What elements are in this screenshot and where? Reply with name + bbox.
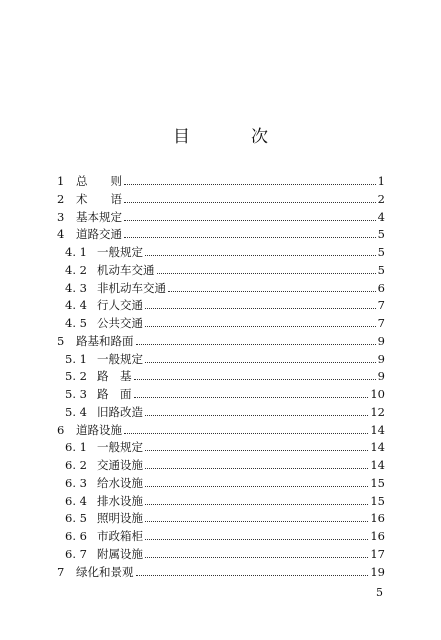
toc-entry-page: 4 xyxy=(377,209,385,224)
toc-entry-label: 路基和路面 xyxy=(76,333,134,348)
toc-entry xyxy=(65,259,385,277)
toc-entry-label: 绿化和景观 xyxy=(76,564,134,579)
toc-entry xyxy=(65,472,385,490)
toc-entry-label: 一般规定 xyxy=(97,440,143,455)
toc-entry-number: 3 xyxy=(57,209,65,224)
toc-entry-page: 2 xyxy=(377,191,385,206)
toc-entry-page: 14 xyxy=(370,422,385,437)
toc-entry-number: 6. 1 xyxy=(65,440,87,455)
toc-entry-page: 14 xyxy=(370,440,385,455)
toc-entry xyxy=(65,507,385,525)
toc-entry xyxy=(57,206,385,224)
toc-entry xyxy=(65,454,385,472)
toc-entry xyxy=(65,543,385,561)
toc-entry-label: 基本规定 xyxy=(76,209,122,224)
toc-entry-label: 路 面 xyxy=(97,387,132,401)
toc-entry-number: 4. 5 xyxy=(65,316,87,330)
toc-dot-leader xyxy=(145,503,368,505)
toc-entry-page: 6 xyxy=(377,280,385,295)
toc-dot-leader xyxy=(145,467,368,469)
toc-dot-leader xyxy=(124,183,376,185)
toc-entry-label: 照明设施 xyxy=(97,511,143,526)
toc-dot-leader xyxy=(145,414,368,416)
toc-entry-page: 9 xyxy=(377,369,385,384)
toc-entry-number: 4. 1 xyxy=(65,245,87,259)
toc-entry-page: 17 xyxy=(370,546,385,561)
toc-entry-page: 7 xyxy=(377,298,385,313)
toc-entry-page: 16 xyxy=(370,511,385,526)
toc-dot-leader xyxy=(168,290,376,292)
toc-entry-page: 16 xyxy=(370,529,385,543)
toc-entry-label: 市政箱柜 xyxy=(97,529,143,543)
toc-dot-leader xyxy=(124,432,368,434)
toc-dot-leader xyxy=(145,538,368,540)
toc-entry-number: 2 xyxy=(57,191,65,206)
toc-dot-leader xyxy=(145,307,376,309)
toc-entry-page: 9 xyxy=(377,351,385,366)
toc-entry-label: 行人交通 xyxy=(97,298,143,313)
toc-entry-number: 5. 2 xyxy=(65,369,87,384)
toc-entry xyxy=(65,294,385,312)
toc-entry-number: 6. 6 xyxy=(65,529,87,543)
toc-entry xyxy=(65,436,385,454)
toc-entry xyxy=(65,383,385,401)
toc-entry xyxy=(57,561,385,579)
toc-dot-leader xyxy=(134,396,369,398)
toc-entry-number: 5. 4 xyxy=(65,404,87,419)
toc-dot-leader xyxy=(124,201,376,203)
toc-entry xyxy=(65,277,385,295)
toc-dot-leader xyxy=(136,343,376,345)
toc-entry xyxy=(57,419,385,437)
toc-entry-number: 4. 2 xyxy=(65,262,87,277)
toc-entry-label: 术 语 xyxy=(76,191,122,206)
toc-entry-label: 路 基 xyxy=(97,369,132,384)
toc-entry-label: 附属设施 xyxy=(97,546,143,561)
toc-dot-leader xyxy=(124,236,376,238)
toc-entry-page: 10 xyxy=(370,387,385,401)
toc-entry-page: 15 xyxy=(370,493,385,508)
toc-entry-label: 一般规定 xyxy=(97,351,143,366)
toc-entry-number: 6. 4 xyxy=(65,493,87,508)
toc-entry xyxy=(65,348,385,366)
toc-entry-number: 6. 5 xyxy=(65,511,87,526)
toc-entry-number: 7 xyxy=(57,564,65,579)
toc-dot-leader xyxy=(145,449,368,451)
toc-dot-leader xyxy=(145,520,368,522)
toc-entry xyxy=(57,330,385,348)
toc-entry xyxy=(57,170,385,188)
toc-entry-label: 给水设施 xyxy=(97,475,143,490)
toc-entry-number: 4. 4 xyxy=(65,298,87,313)
toc-entry-label: 一般规定 xyxy=(97,245,143,259)
toc-entry-number: 4. 3 xyxy=(65,280,87,295)
toc-entry-number: 6. 3 xyxy=(65,475,87,490)
toc-entry-number: 1 xyxy=(57,174,65,188)
toc-entry-number: 4 xyxy=(57,227,65,242)
toc-entry-number: 5 xyxy=(57,333,65,348)
toc-entry-label: 道路设施 xyxy=(76,422,122,437)
toc-dot-leader xyxy=(124,219,376,221)
toc-entry-page: 5 xyxy=(377,227,385,242)
toc-entry-label: 交通设施 xyxy=(97,458,143,472)
toc-dot-leader xyxy=(134,378,376,380)
toc-entry-page: 12 xyxy=(370,404,385,419)
toc-entry-page: 1 xyxy=(377,174,385,188)
toc-dot-leader xyxy=(145,485,368,487)
toc-entry xyxy=(57,188,385,206)
toc-entry-page: 7 xyxy=(377,316,385,330)
toc-entry-page: 19 xyxy=(370,564,385,579)
toc-entry-label: 总 则 xyxy=(76,174,122,188)
toc-entry-number: 6. 2 xyxy=(65,458,87,472)
toc-entry-label: 公共交通 xyxy=(97,316,143,330)
toc-dot-leader xyxy=(157,272,376,274)
toc-entry-label: 旧路改造 xyxy=(97,404,143,419)
toc-entry xyxy=(57,223,385,241)
toc-entry-page: 5 xyxy=(377,262,385,277)
toc-entry xyxy=(65,401,385,419)
toc-entry-number: 6 xyxy=(57,422,65,437)
toc-entry-label: 机动车交通 xyxy=(97,262,155,277)
toc-entry-page: 14 xyxy=(370,458,385,472)
toc-entry xyxy=(65,365,385,383)
toc-entry-number: 6. 7 xyxy=(65,546,87,561)
toc-entry-label: 道路交通 xyxy=(76,227,122,242)
toc-entry-number: 5. 3 xyxy=(65,387,87,401)
page-number: 5 xyxy=(376,586,383,599)
toc-entry-page: 5 xyxy=(377,245,385,259)
toc-dot-leader xyxy=(145,556,368,558)
toc-dot-leader xyxy=(145,254,376,256)
toc-entry xyxy=(65,241,385,259)
toc-dot-leader xyxy=(145,325,376,327)
toc-entry-page: 9 xyxy=(377,333,385,348)
page-title: 目 次 xyxy=(173,127,290,147)
toc-entry-label: 排水设施 xyxy=(97,493,143,508)
toc-entry-label: 非机动车交通 xyxy=(97,280,166,295)
toc-dot-leader xyxy=(136,574,369,576)
toc-entry xyxy=(65,490,385,508)
toc-dot-leader xyxy=(145,361,376,363)
toc-entry-number: 5. 1 xyxy=(65,351,87,366)
toc-entry xyxy=(65,525,385,543)
toc-entry xyxy=(65,312,385,330)
toc-entry-page: 15 xyxy=(370,475,385,490)
